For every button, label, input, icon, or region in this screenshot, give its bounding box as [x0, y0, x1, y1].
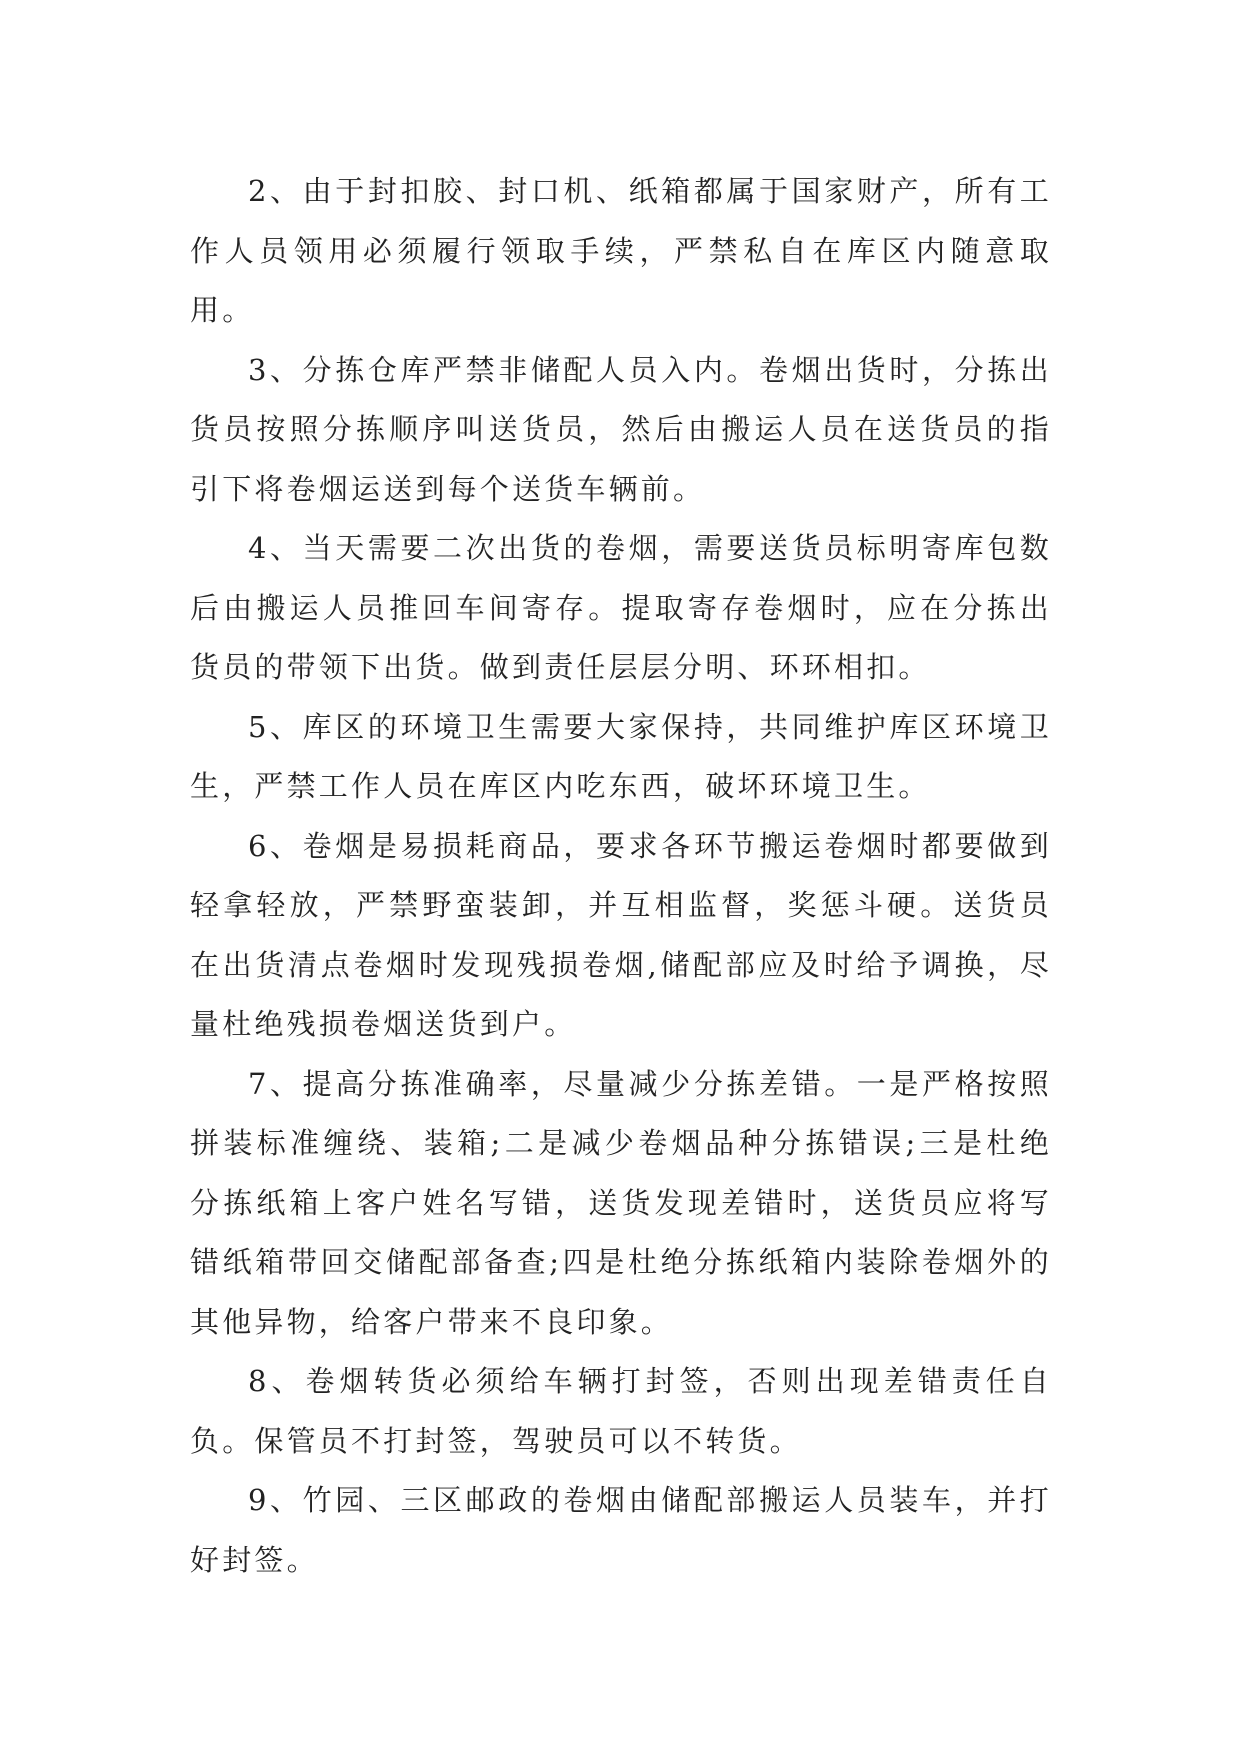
paragraph-4: 4、当天需要二次出货的卷烟，需要送货员标明寄库包数后由搬运人员推回车间寄存。提取寄存卷烟时，应在分拣出货员的带领下出货。做到责任层层分明、环环相扣。 — [190, 531, 1052, 684]
paragraph-8: 8、卷烟转货必须给车辆打封签，否则出现差错责任自负。保管员不打封签，驾驶员可以不转货。 — [190, 1364, 1052, 1458]
paragraph-2: 2、由于封扣胶、封口机、纸箱都属于国家财产，所有工作人员领用必须履行领取手续，严禁私自在库区内随意取用。 — [190, 174, 1052, 327]
paragraph-5: 5、库区的环境卫生需要大家保持，共同维护库区环境卫生，严禁工作人员在库区内吃东西，破坏环境卫生。 — [190, 709, 1052, 803]
paragraph-3: 3、分拣仓库严禁非储配人员入内。卷烟出货时，分拣出货员按照分拣顺序叫送货员，然后由搬运人员在送货员的指引下将卷烟运送到每个送货车辆前。 — [190, 352, 1052, 506]
paragraph-6: 6、卷烟是易损耗商品，要求各环节搬运卷烟时都要做到轻拿轻放，严禁野蛮装卸，并互相监督，奖惩斗硬。送货员在出货清点卷烟时发现残损卷烟,储配部应及时给予调换，尽量杜绝残损卷烟送货到户。 — [190, 828, 1052, 1041]
document-body — [190, 162, 1052, 1590]
paragraph-7: 7、提高分拣准确率，尽量减少分拣差错。一是严格按照拼装标准缠绕、装箱;二是减少卷烟品种分拣错误;三是杜绝分拣纸箱上客户姓名写错，送货发现差错时，送货员应将写错纸箱带回交储配部备查;四是杜绝分拣纸箱内装除卷烟外的其他异物，给客户带来不良印象。 — [190, 1066, 1052, 1339]
paragraph-9: 9、竹园、三区邮政的卷烟由储配部搬运人员装车，并打好封签。 — [190, 1483, 1052, 1577]
